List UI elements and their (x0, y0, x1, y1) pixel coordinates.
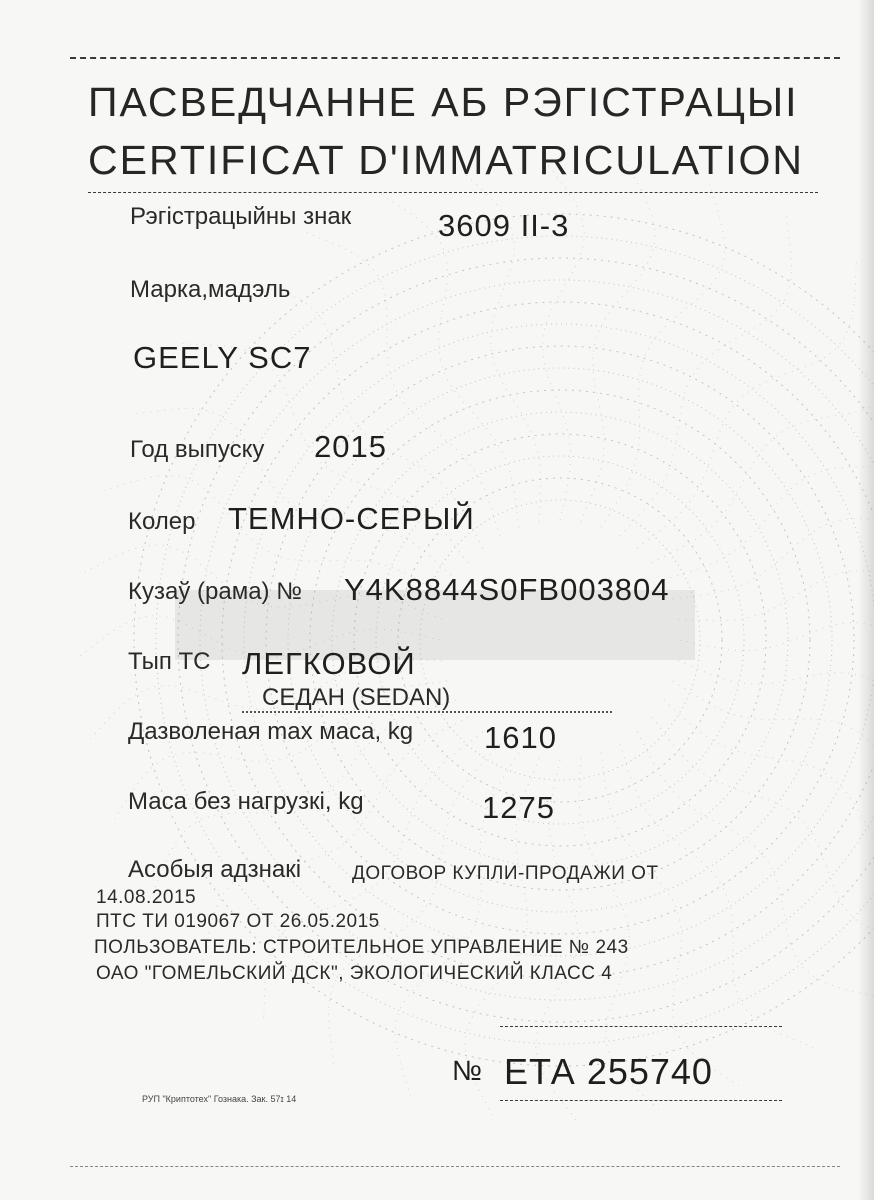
printer-imprint: РУП "Криптотех" Гознака. Зак. 57ɪ 14 (142, 1094, 297, 1104)
serial-top-border (500, 1026, 782, 1027)
guilloche-ray (137, 409, 456, 581)
guilloche-ray (620, 217, 792, 536)
serial-bottom-border (500, 1100, 782, 1101)
guilloche-ray (680, 623, 874, 665)
guilloche-ray (664, 700, 874, 872)
serial-number-value: ЕТА 255740 (504, 1051, 713, 1092)
header-separator (88, 192, 818, 193)
guilloche-ray (601, 184, 725, 527)
guilloche-ray (381, 195, 519, 528)
vehicle-type-label: Тып ТС (128, 648, 211, 675)
guilloche-ray (673, 461, 874, 599)
color-label: Колер (128, 508, 196, 535)
year-value: 2015 (314, 429, 387, 464)
vehicle-type-value-1: ЛЕГКОВОЙ (242, 646, 416, 681)
max-mass-value: 1610 (484, 720, 557, 755)
bottom-border-line (70, 1166, 840, 1167)
guilloche-ray (637, 262, 856, 548)
registration-value: 3609 II-3 (438, 208, 570, 243)
serial-number-sign: № (452, 1055, 484, 1086)
guilloche-ray (678, 661, 874, 735)
guilloche-ray (673, 681, 874, 805)
guilloche-ray (664, 387, 874, 580)
top-border-line (70, 57, 840, 59)
title-french: CERTIFICAT D'IMMATRICULATION (88, 137, 805, 183)
year-label: Год выпуску (130, 436, 265, 463)
special-notes-line-4: ПОЛЬЗОВАТЕЛЬ: СТРОИТЕЛЬНОЕ УПРАВЛЕНИЕ № 243 (94, 937, 629, 958)
empty-mass-label: Маса без нагрузкі, kg (128, 788, 364, 815)
registration-label: Рэгістрацыйны знак (130, 203, 352, 230)
guilloche-ray (637, 732, 874, 998)
guilloche-ray (652, 320, 874, 563)
max-mass-label: Дазволеная max маса, kg (128, 718, 414, 745)
body-number-label: Кузаў (рама) № (128, 578, 302, 605)
body-number-value: Y4K8844S0FB003804 (344, 572, 670, 607)
guilloche-ray (678, 541, 874, 620)
special-notes-line-3: ПТС ТИ 019067 ОТ 26.05.2015 (96, 911, 380, 932)
vehicle-type-underline (242, 711, 612, 713)
title-belarusian: ПАСВЕДЧАННЕ АБ РЭГІСТРАЦЫІ (88, 79, 799, 125)
guilloche-ray (652, 717, 874, 936)
special-notes-label: Асобыя адзнакі (128, 856, 302, 883)
special-notes-line-1: ДОГОВОР КУПЛИ-ПРОДАЖИ ОТ (352, 863, 659, 884)
empty-mass-value: 1275 (482, 790, 555, 825)
color-value: ТЕМНО-СЕРЫЙ (228, 501, 475, 536)
vehicle-type-value-2: СЕДАН (SEDAN) (262, 684, 451, 711)
guilloche-ray (620, 744, 813, 1048)
special-notes-line-2: 14.08.2015 (96, 887, 197, 908)
guilloche-ray (307, 232, 500, 536)
special-notes-line-5: ОАО "ГОМЕЛЬСКИЙ ДСК", ЭКОЛОГИЧЕСКИЙ КЛАСС 4 (96, 963, 613, 984)
guilloche-ray (601, 753, 739, 1086)
make-model-value: GEELY SC7 (133, 340, 312, 375)
make-model-label: Марка,мадэль (130, 276, 291, 303)
